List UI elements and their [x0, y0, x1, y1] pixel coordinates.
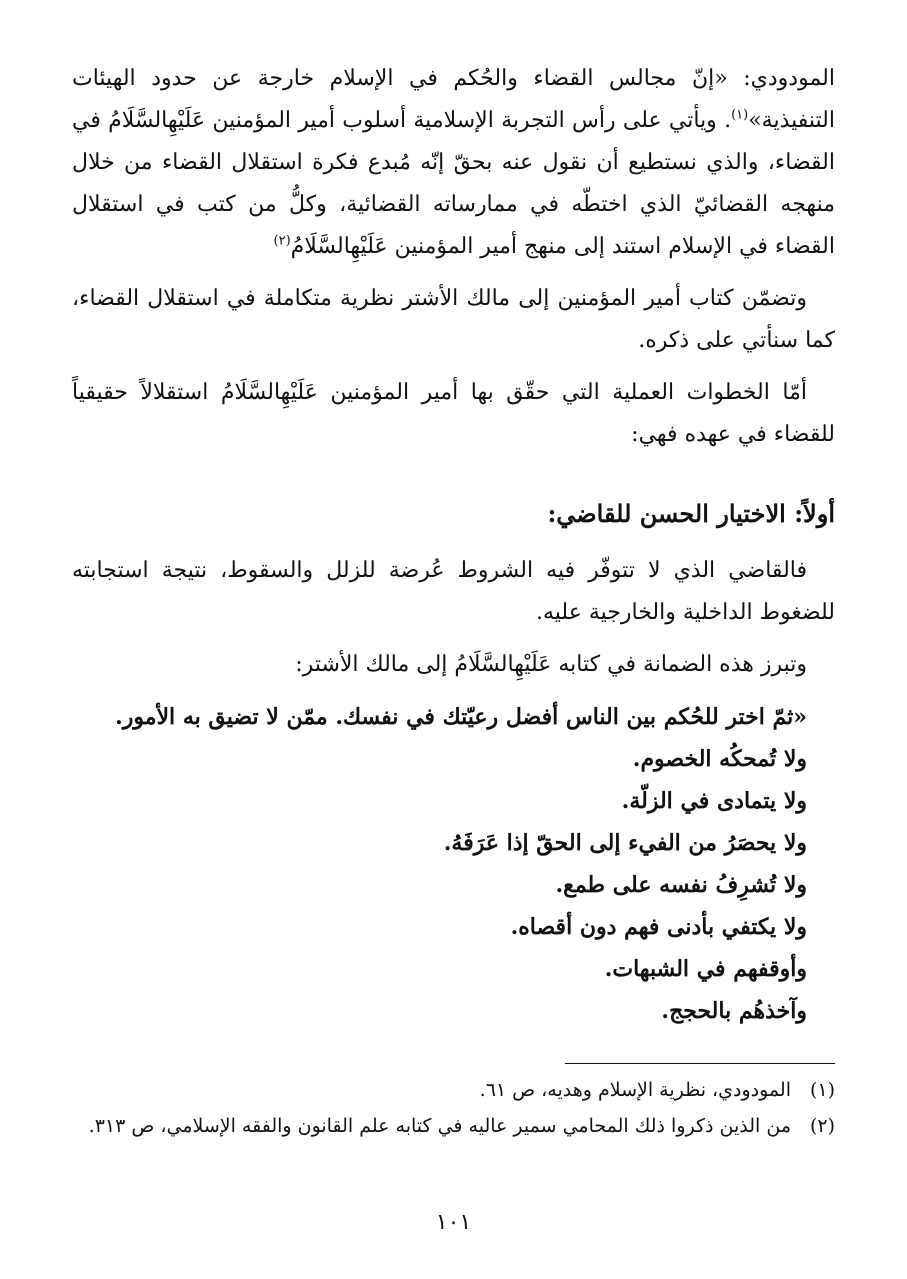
quote-line: ولا يحصَرُ من الفيء إلى الحقّ إذا عَرَفَهُ. — [443, 830, 807, 856]
footnote-number: (١) — [809, 1079, 835, 1101]
quote-line: ولا يتمادى في الزلّة. — [621, 788, 807, 814]
paragraph-3: أمّا الخطوات العملية التي حقّق بها أمير المؤمنين عَلَيْهِالسَّلَامُ استقلالاً حقيقياً للقضاء في عهده فهي: — [72, 380, 835, 447]
quote-line: ولا يكتفي بأدنى فهم دون أقصاه. — [510, 914, 807, 940]
paragraph-2: وتضمّن كتاب أمير المؤمنين إلى مالك الأشتر نظرية متكاملة في استقلال القضاء، كما سنأتي على ذكره. — [72, 286, 835, 353]
quote-line: «ثمّ اختر للحُكم بين الناس أفضل رعيّتك في نفسك. ممّن لا تضيق به الأمور. — [115, 704, 807, 730]
paragraph-1-part-a: المودودي: «إنّ مجالس القضاء والحُكم في الإسلام خارجة عن حدود الهيئات التنفيذية» — [72, 66, 835, 133]
footnote-separator — [565, 1063, 835, 1064]
quote-line: وأوقفهم في الشبهات. — [604, 956, 807, 982]
footnotes — [72, 1072, 835, 1144]
page-body — [72, 58, 835, 1032]
page-number: ١٠١ — [435, 1210, 472, 1235]
section-heading: أولاً: الاختيار الحسن للقاضي: — [547, 499, 835, 528]
paragraph-1-part-b: . ويأتي على رأس التجربة الإسلامية أسلوب أمير المؤمنين عَلَيْهِالسَّلَامُ في القضاء، والذي نستطيع أن نقول عنه بحقّ إنّه مُبدع فكرة استقلال القضاء من خلال منهجه القضائيّ الذي اختطّه في ممارساته القضائية، وكلُّ من كتب في استقلال القضاء في الإسلام استند إلى منهج أمير المؤمنين عَلَيْهِالسَّلَامُ — [72, 108, 835, 259]
paragraph-4: فالقاضي الذي لا تتوفّر فيه الشروط عُرضة للزلل والسقوط، نتيجة استجابته للضغوط الداخلية والخارجية عليه. — [72, 558, 835, 625]
footnote-text: المودودي، نظرية الإسلام وهديه، ص ٦١. — [479, 1079, 791, 1101]
quote-line: ولا تُشرِفُ نفسه على طمع. — [555, 872, 807, 898]
quote-line: وآخذهُم بالحجج. — [661, 998, 807, 1024]
footnote-text: من الذين ذكروا ذلك المحامي سمير عاليه في كتابه علم القانون والفقه الإسلامي، ص ٣١٣. — [88, 1115, 791, 1137]
paragraph-5: وتبرز هذه الضمانة في كتابه عَلَيْهِالسَّلَامُ إلى مالك الأشتر: — [295, 652, 807, 677]
footnote-number: (٢) — [809, 1115, 835, 1137]
footnote-ref-2[interactable]: (٢) — [273, 233, 291, 249]
footnote-2 — [72, 1108, 835, 1144]
quote-line: ولا تُمحكُه الخصوم. — [632, 746, 807, 772]
paragraph-1 — [72, 58, 835, 268]
footnote-1 — [72, 1072, 835, 1108]
quote-block — [72, 696, 835, 1032]
footnote-ref-1[interactable]: (١) — [731, 107, 749, 123]
